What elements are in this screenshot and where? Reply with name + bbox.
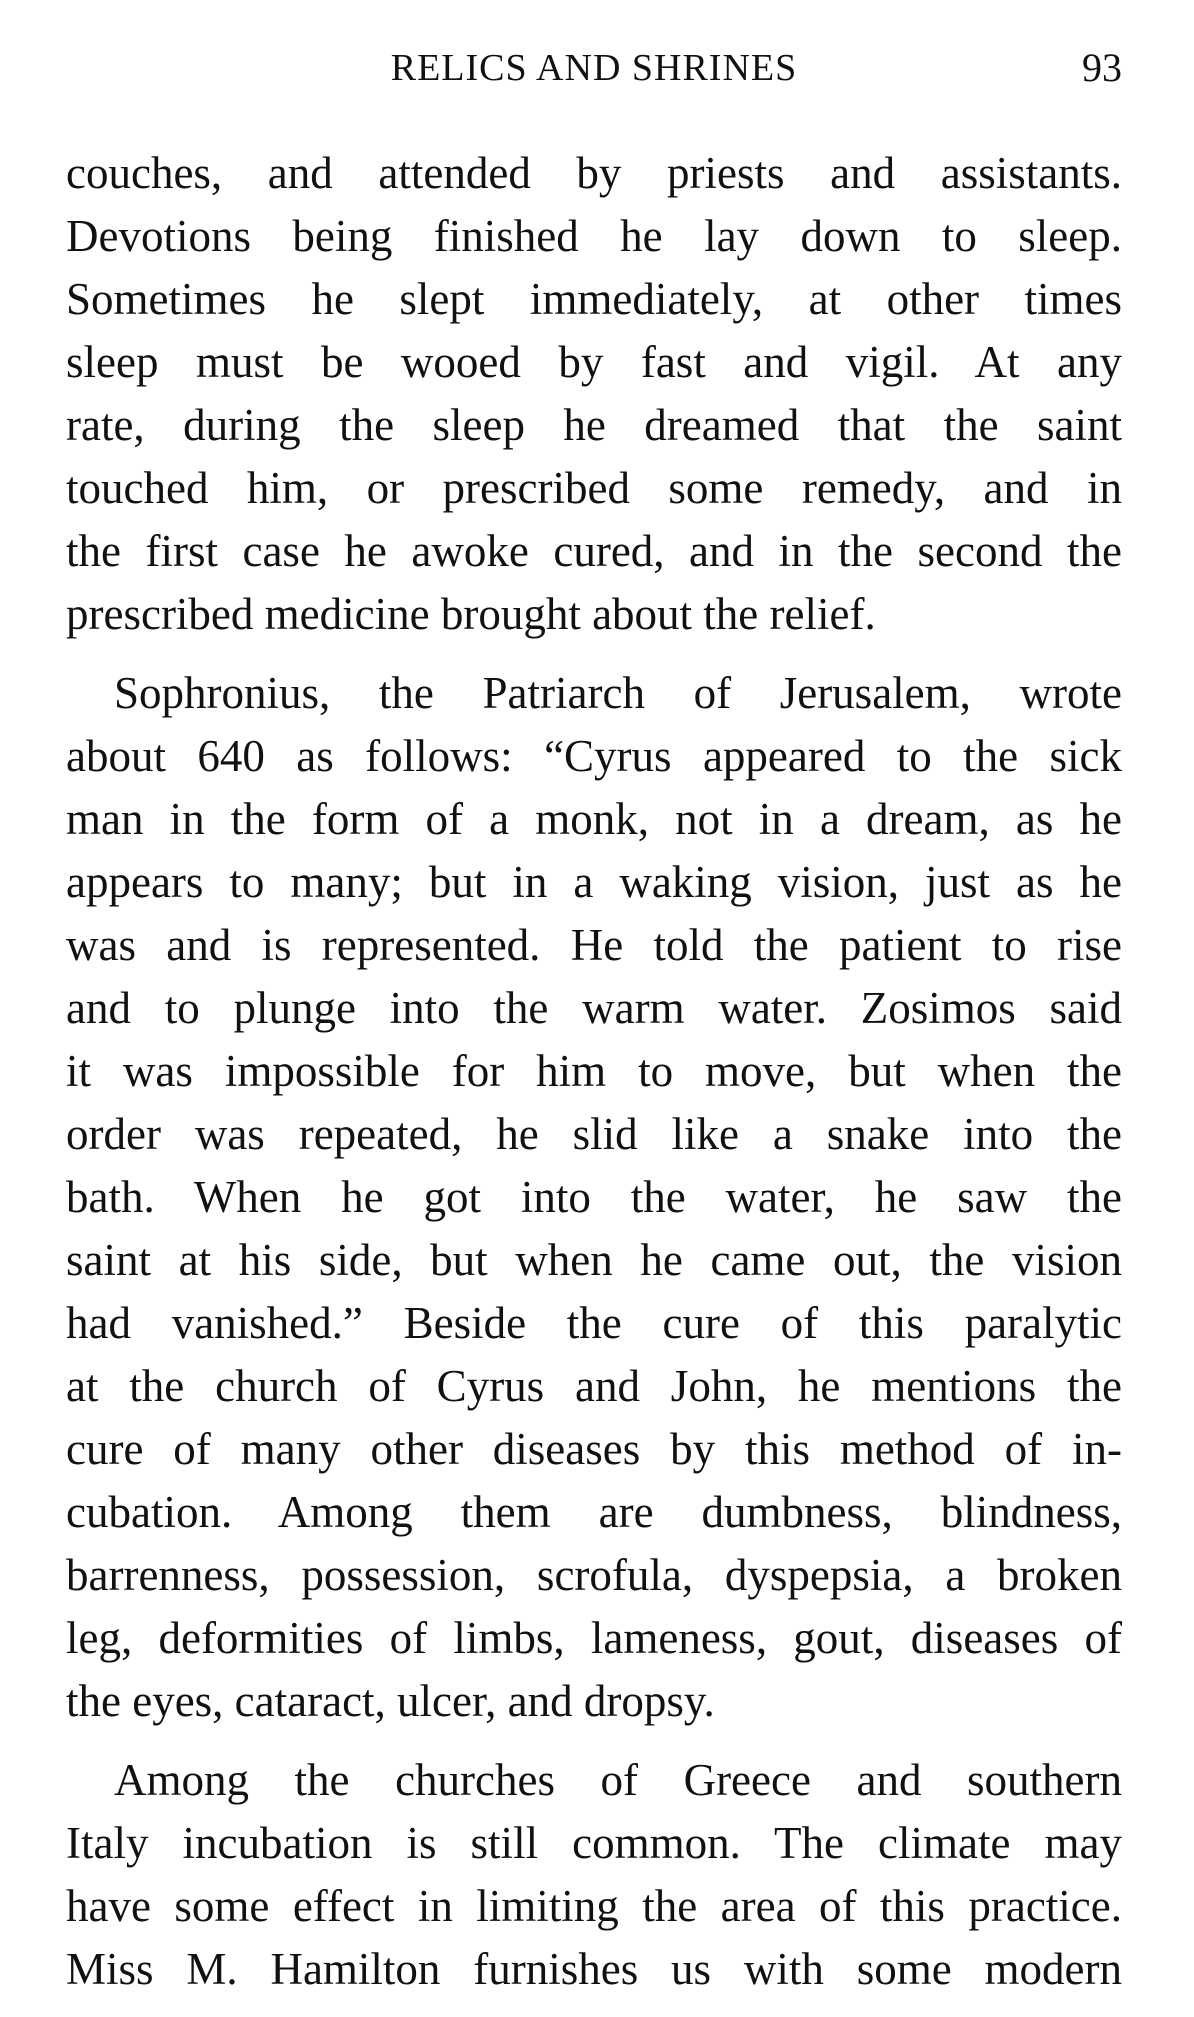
text-line: had vanished.” Beside the cure of this paralytic — [66, 1298, 1122, 1348]
text-line: cubation. Among them are dumbness, blindness, — [66, 1487, 1122, 1537]
text-line: cure of many other diseases by this method of in- — [66, 1424, 1122, 1474]
paragraph-3 — [66, 1749, 1122, 2001]
text-line: Among the churches of Greece and southern — [114, 1755, 1122, 1805]
text-line: barrenness, possession, scrofula, dyspepsia, a broken — [66, 1550, 1122, 1600]
text-line: about 640 as follows: “Cyrus appeared to the sick — [66, 731, 1122, 781]
text-line: and to plunge into the warm water. Zosimos said — [66, 983, 1122, 1033]
body-text — [66, 142, 1122, 2017]
text-line: prescribed medicine brought about the relief. — [66, 589, 876, 639]
text-line: at the church of Cyrus and John, he mentions the — [66, 1361, 1122, 1411]
text-line: the first case he awoke cured, and in the second the — [66, 526, 1122, 576]
text-line: Italy incubation is still common. The climate may — [66, 1818, 1122, 1868]
text-line: it was impossible for him to move, but when the — [66, 1046, 1122, 1096]
text-line: appears to many; but in a waking vision, just as he — [66, 857, 1122, 907]
text-line: Devotions being finished he lay down to sleep. — [66, 211, 1122, 261]
text-line: touched him, or prescribed some remedy, and in — [66, 463, 1122, 513]
text-line: couches, and attended by priests and assistants. — [66, 148, 1122, 198]
text-line: Sophronius, the Patriarch of Jerusalem, wrote — [114, 668, 1122, 718]
text-line: order was repeated, he slid like a snake into the — [66, 1109, 1122, 1159]
text-line: saint at his side, but when he came out, the vision — [66, 1235, 1122, 1285]
text-line: the eyes, cataract, ulcer, and dropsy. — [66, 1676, 715, 1726]
page-number: 93 — [1082, 45, 1122, 90]
running-title: RELICS AND SHRINES — [390, 47, 798, 89]
text-line: bath. When he got into the water, he saw the — [66, 1172, 1122, 1222]
text-line: leg, deformities of limbs, lameness, gout, diseases of — [66, 1613, 1122, 1663]
text-line: Sometimes he slept immediately, at other times — [66, 274, 1122, 324]
text-line: was and is represented. He told the patient to rise — [66, 920, 1122, 970]
text-line: sleep must be wooed by fast and vigil. At any — [66, 337, 1122, 387]
paragraph-1 — [66, 142, 1122, 646]
text-line: man in the form of a monk, not in a dream, as he — [66, 794, 1122, 844]
text-line: rate, during the sleep he dreamed that the saint — [66, 400, 1122, 450]
text-line: have some effect in limiting the area of this practice. — [66, 1881, 1122, 1931]
running-head — [66, 38, 1122, 98]
text-line: Miss M. Hamilton furnishes us with some modern — [66, 1944, 1122, 1994]
paragraph-2 — [66, 662, 1122, 1733]
